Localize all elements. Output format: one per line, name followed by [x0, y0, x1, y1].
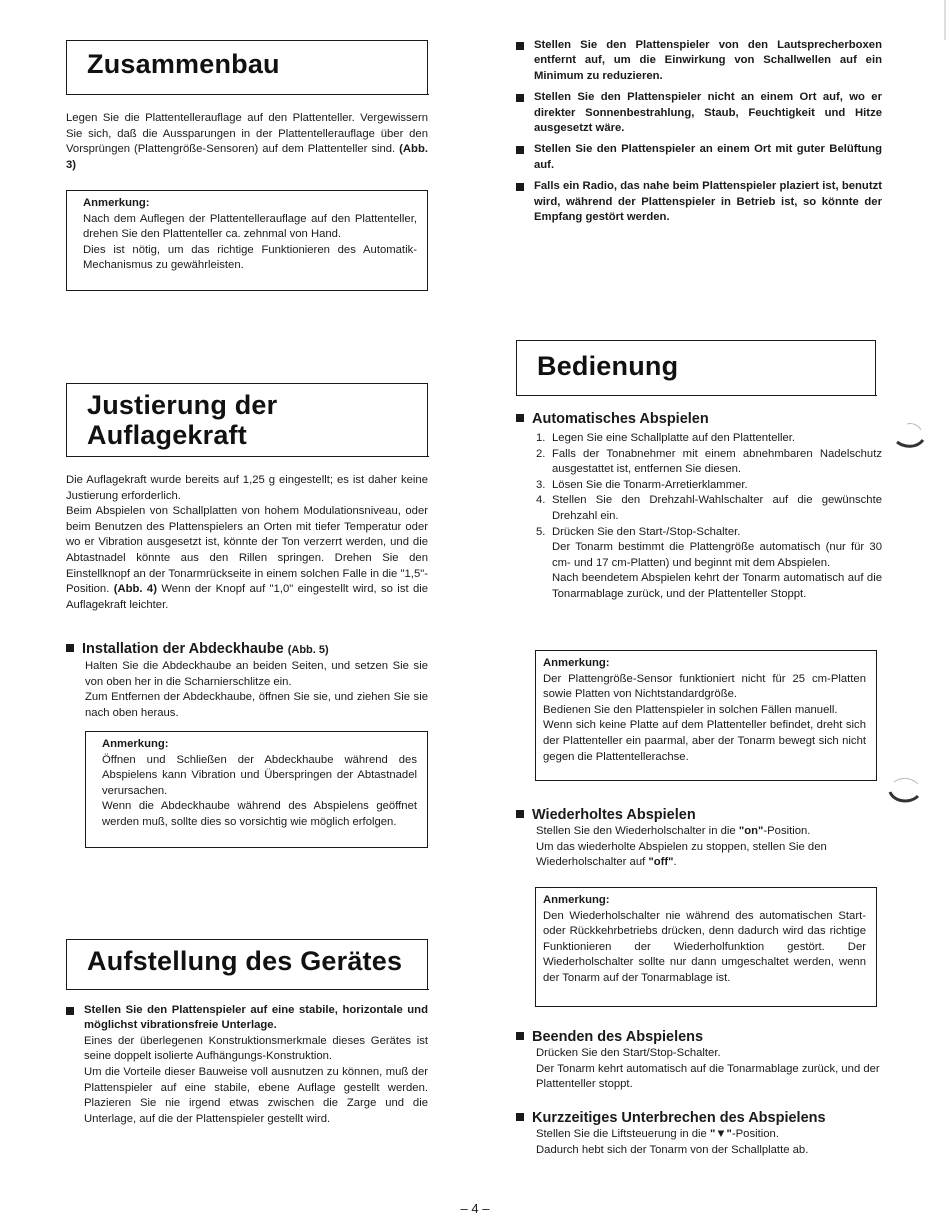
abdeckhaube-section — [66, 640, 428, 721]
note-heading: Anmerkung: — [543, 894, 610, 906]
note-text: Der Plattengröße-Sensor funktioniert nicht für 25 cm-Platten sowie Platten von Nichtstandardgröße. — [543, 672, 866, 701]
justierung-paragraph: Die Auflagekraft wurde bereits auf 1,25 g eingestellt; es ist daher keine Justierung erforderlich. — [66, 474, 428, 502]
pause-section — [516, 1109, 882, 1158]
bullet-square-icon — [516, 810, 524, 818]
zusammenbau-paragraph: Legen Sie die Plattentellerauflage auf den Plattenteller. Vergewissern Sie sich, daß die Aussparungen in der Plattentellerauflage über den Vorsprüngen (Plattengröße-Sensoren) auf dem Plattenteller sind. — [66, 112, 428, 156]
section-title-aufstellung: Aufstellung des Gerätes — [87, 946, 403, 976]
note-text: Wenn die Abdeckhaube während des Abspielens geöffnet werden muß, sollte dies so vorsichtig wie möglich erfolgen. — [102, 800, 417, 828]
repeat-text: Stellen Sie den Wiederholschalter in die "on"-Position. — [536, 825, 811, 837]
subsection-heading: Kurzzeitiges Unterbrechen des Abspielens — [516, 1109, 882, 1127]
section-title-box — [66, 40, 428, 95]
right-edge-line — [944, 0, 946, 40]
page-number: – 4 – — [460, 1201, 490, 1216]
bullet-square-icon — [516, 1032, 524, 1040]
subsection-heading: Automatisches Abspielen — [516, 410, 882, 428]
aufstellung-text: Um die Vorteile dieser Bauweise voll ausnutzen zu können, muß der Plattenspieler auf eine stabile, ebene Auflage gestellt werden. Plazieren Sie nie irgend etwas zwischen die Zarge und die Unterlage, auf die der Plattenspieler gestellt wird. — [84, 1066, 428, 1125]
pause-text: Stellen Sie die Liftsteuerung in die "▼"-Position. — [536, 1128, 779, 1140]
note-box-automatic — [535, 650, 877, 781]
bullet-item: Falls ein Radio, das nahe beim Plattenspieler plaziert ist, benutzt wird, während der Plattenspieler in Betrieb ist, so könnte der Empfang gestört werden. — [516, 179, 882, 225]
subsection-heading: Beenden des Abspielens — [516, 1028, 882, 1046]
bullet-square-icon — [66, 644, 74, 652]
placement-bullets — [516, 38, 882, 231]
abdeckhaube-text: Halten Sie die Abdeckhaube an beiden Seiten, und setzen Sie sie von oben her in die Scharnierschlitze ein. — [85, 660, 428, 688]
bullet-square-icon — [516, 146, 524, 154]
note-text: Wenn sich keine Platte auf dem Plattenteller befindet, dreht sich der Plattenteller ein paarmal, aber der Tonarm bewegt sich nicht gegen die Plattentellerachse. — [543, 719, 866, 763]
note-text: Dies ist nötig, um das richtige Funktionieren des Automatik-Mechanismus zu gewährleisten. — [83, 243, 417, 272]
aufstellung-section — [66, 1003, 428, 1127]
subsection-heading: Installation der Abdeckhaube (Abb. 5) — [66, 640, 428, 659]
section-title-zusammenbau: Zusammenbau — [87, 49, 280, 79]
note-text: Bedienen Sie den Plattenspieler in solchen Fällen manuell. — [543, 703, 838, 716]
step-detail: Nach beendetem Abspielen kehrt der Tonarm automatisch auf die Tonarmablage zurück, und der Plattenteller Stoppt. — [552, 572, 882, 600]
repeat-section — [516, 806, 882, 871]
bullet-square-icon — [516, 42, 524, 50]
section-title-box — [66, 383, 428, 457]
bullet-square-icon — [66, 1007, 74, 1015]
end-text: Drücken Sie den Start/Stop-Schalter. — [536, 1047, 721, 1059]
section-title-box — [66, 939, 428, 990]
subsection-heading: Wiederholtes Abspielen — [516, 806, 882, 824]
note-box-zusammenbau — [66, 190, 428, 291]
abdeckhaube-text: Zum Entfernen der Abdeckhaube, öffnen Sie sie, und ziehen Sie sie nach oben heraus. — [85, 691, 428, 719]
note-box-repeat — [535, 887, 877, 1007]
step-item: 3. Lösen Sie die Tonarm-Arretierklammer. — [536, 478, 748, 491]
note-heading: Anmerkung: — [102, 738, 169, 750]
figure-reference: (Abb. 3) — [66, 143, 428, 171]
margin-mark-icon — [893, 418, 927, 454]
bullet-item: Stellen Sie den Plattenspieler nicht an einem Ort auf, wo er direkter Sonnenbestrahlung, Staub, Feuchtigkeit und Hitze ausgesetzt wäre. — [516, 90, 882, 136]
section-title-justierung-line2: Auflagekraft — [87, 420, 247, 450]
bullet-square-icon — [516, 94, 524, 102]
step-item: 5. Drücken Sie den Start-/Stop-Schalter. Der Tonarm bestimmt die Plattengröße automatisch (nur für 30 cm- und 17 cm-Platten) und beginnt mit dem Abspielen. Nach beendetem Abspielen kehrt der Tonarm automatisch auf die Tonarmablage zurück, und der Plattenteller Stoppt. — [532, 525, 882, 603]
section-title-bedienung: Bedienung — [537, 351, 679, 381]
end-section — [516, 1028, 882, 1093]
repeat-text: Um das wiederholte Abspielen zu stoppen, stellen Sie den Wiederholschalter auf "off". — [536, 840, 827, 869]
pause-text: Dadurch hebt sich der Tonarm von der Schallplatte ab. — [536, 1143, 809, 1156]
justierung-paragraph: Wenn der Knopf auf "1,0" eingestellt wird, so ist die Auflagekraft leichter. — [66, 583, 429, 611]
figure-reference: (Abb. 4) — [113, 583, 157, 596]
note-text: Öffnen und Schließen der Abdeckhaube während des Abspielens kann Vibration und Überspringen der Abtastnadel verursachen. — [102, 753, 417, 797]
step-item: 4. Stellen Sie den Drehzahl-Wahlschalter auf die gewünschte Drehzahl ein. — [536, 494, 882, 522]
margin-mark-icon — [884, 772, 924, 808]
automatic-play-section — [516, 410, 882, 603]
section-title-justierung-line1: Justierung der — [87, 390, 278, 420]
end-text: Der Tonarm kehrt automatisch auf die Tonarmablage zurück, und der Plattenteller stoppt. — [536, 1062, 880, 1091]
bullet-item: Stellen Sie den Plattenspieler an einem Ort mit guter Belüftung auf. — [516, 142, 882, 173]
bullet-item: Stellen Sie den Plattenspieler von den Lautsprecherboxen entfernt auf, um die Einwirkung von Schallwellen auf ein Minimum zu reduzieren. — [516, 38, 882, 84]
bullet-item: Stellen Sie den Plattenspieler auf eine stabile, horizontale und möglichst vibrationsfreie Unterlage. — [66, 1003, 428, 1034]
note-heading: Anmerkung: — [83, 197, 150, 209]
bullet-square-icon — [516, 183, 524, 191]
note-heading: Anmerkung: — [543, 657, 610, 669]
justierung-text — [66, 473, 428, 613]
step-item: 1. Legen Sie eine Schallplatte auf den Plattenteller. — [536, 432, 796, 444]
note-box-abdeckhaube — [85, 731, 428, 848]
zusammenbau-text — [66, 111, 428, 173]
section-title-box — [516, 340, 876, 396]
figure-reference: (Abb. 5) — [287, 644, 329, 656]
bullet-square-icon — [516, 414, 524, 422]
step-detail: Der Tonarm bestimmt die Plattengröße automatisch (nur für 30 cm- und 17 cm-Platten) und beginnt mit dem Abspielen. — [552, 541, 882, 569]
note-text: Den Wiederholschalter nie während des automatischen Start- oder Rückkehrbetriebs drücken, denn dadurch wird das richtige Funktionieren der Wiederholfunktion gestört. Der Wiederholschalter sollte nur dann umgeschaltet werden, wenn der Tonarm auf der Tonarmablage ist. — [543, 909, 866, 984]
note-text: Nach dem Auflegen der Plattentellerauflage auf den Plattenteller, drehen Sie den Plattenteller ca. zehnmal von Hand. — [83, 212, 417, 241]
step-item: 2. Falls der Tonabnehmer mit einem abnehmbaren Nadelschutz ausgestattet ist, entfernen Sie diesen. — [536, 447, 882, 476]
bullet-square-icon — [516, 1113, 524, 1121]
justierung-paragraph: Beim Abspielen von Schallplatten von hohem Modulationsniveau, oder beim Benutzen des Plattenspielers an Orten mit tiefer Temperatur oder wo er Vibration ausgesetzt ist, könnte der Ton verzerrt werden, und die Abtastnadel könnte aus den Rillen springen. Drehen Sie den Einstellknopf an der Tonarmrückseite in einem solchen Falle in die "1,5"-Position. — [66, 505, 428, 596]
aufstellung-text: Eines der überlegenen Konstruktionsmerkmale dieses Gerätes ist seine doppelt isolierte Aufhängungs-Konstruktion. — [84, 1034, 428, 1063]
